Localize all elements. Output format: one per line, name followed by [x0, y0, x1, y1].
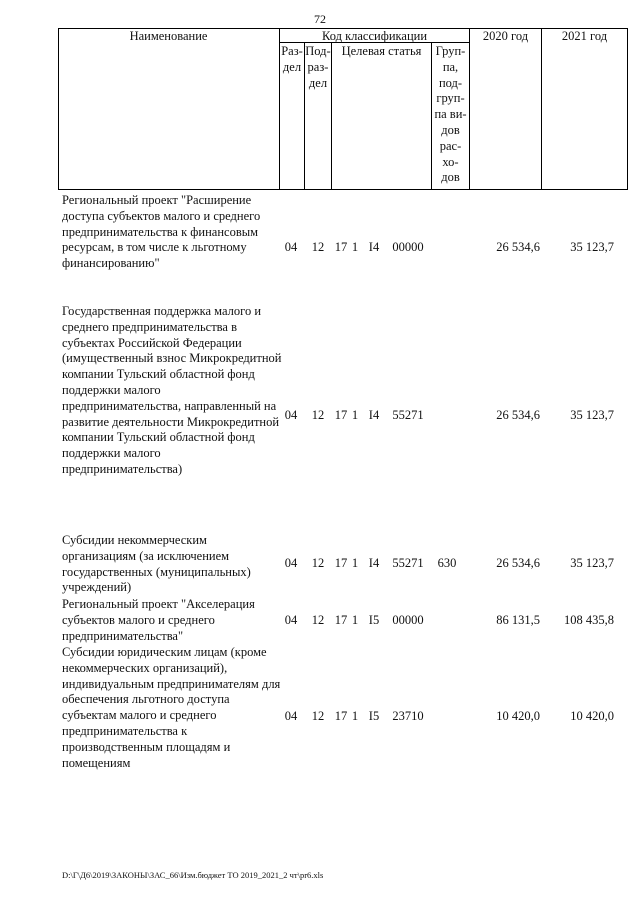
row-target-program: 17 — [334, 408, 348, 422]
row-target-program: 17 — [334, 556, 348, 570]
row-podrazdel: 12 — [311, 556, 325, 570]
row-group: 630 — [437, 556, 457, 570]
file-path-footer: D:\Г\Д6\2019\ЗАКОНЫ\ЗАС_66\Изм.бюджет ТО 2019_2021_2 чт\pr6.xls — [62, 870, 324, 880]
header-2021: 2021 год — [561, 29, 608, 43]
row-name: Субсидии юридическим лицам (кроме некоммерческих организаций), индивидуальным предпринимателям для обеспечения льготного доступа субъектам малого и среднего предпринимательства к производственным площадям и помещениям — [62, 645, 281, 770]
header-podrazdel-line: дел — [308, 75, 328, 90]
header-group — [432, 44, 469, 186]
header-bottom-border — [58, 189, 628, 190]
header-group-line: Груп- — [435, 44, 466, 58]
row-2020: 26 534,6 — [496, 240, 540, 254]
row-target-project: I5 — [368, 709, 380, 723]
row-podrazdel: 12 — [311, 408, 325, 422]
row-target-project: I4 — [368, 556, 380, 570]
row-2020: 26 534,6 — [496, 556, 540, 570]
header-razdel-line: дел — [282, 59, 302, 74]
row-target-direction: 23710 — [392, 709, 424, 723]
row-target-project: I4 — [368, 240, 380, 254]
header-podrazdel-line: Под- — [305, 44, 331, 58]
row-2021: 108 435,8 — [564, 613, 614, 627]
row-podrazdel: 12 — [311, 240, 325, 254]
row-2021: 35 123,7 — [570, 408, 614, 422]
row-name: Субсидии некоммерческим организациям (за исключением государственных (муниципальных) учреждений) — [62, 533, 251, 595]
row-podrazdel: 12 — [311, 709, 325, 723]
row-target-program: 17 — [334, 613, 348, 627]
row-target-subprogram: 1 — [351, 556, 359, 570]
row-razdel: 04 — [284, 613, 298, 627]
row-razdel: 04 — [284, 556, 298, 570]
header-group-line: дов — [441, 122, 460, 137]
table-header — [58, 28, 628, 190]
page-number: 72 — [314, 12, 326, 26]
row-target-program: 17 — [334, 709, 348, 723]
header-group-line: рас- — [439, 138, 462, 153]
header-group-line: па ви- — [434, 107, 467, 122]
row-razdel: 04 — [284, 709, 298, 723]
row-target-direction: 55271 — [392, 556, 424, 570]
row-name: Региональный проект "Расширение доступа субъектов малого и среднего предпринимательства к финансовым ресурсам, в том числе к льготному финансированию" — [62, 193, 261, 271]
header-razdel-line: Раз- — [281, 44, 303, 58]
row-target-direction: 00000 — [392, 240, 424, 254]
row-2021: 35 123,7 — [570, 556, 614, 570]
row-2021: 35 123,7 — [570, 240, 614, 254]
header-razdel — [280, 44, 304, 76]
header-group-line: па, — [442, 59, 459, 74]
row-target-project: I5 — [368, 613, 380, 627]
row-target-subprogram: 1 — [351, 240, 359, 254]
row-target-subprogram: 1 — [351, 709, 359, 723]
border-podrazdel — [331, 42, 332, 190]
header-name: Наименование — [129, 29, 208, 43]
row-target-direction: 55271 — [392, 408, 424, 422]
row-name: Государственная поддержка малого и среднего предпринимательства в субъектах Российской Федерации (имущественный взнос Микрокредитной компании Тульский областной фонд поддержки малого предпринимательства, направленный на развитие деятельности Микрокредитной компании Тульский областной фонд поддержки малого предпринимательства) — [62, 304, 282, 476]
header-group-line: груп- — [436, 91, 465, 106]
border-group — [469, 28, 470, 190]
header-2020: 2020 год — [482, 29, 529, 43]
header-podrazdel — [305, 44, 331, 91]
row-2021: 10 420,0 — [570, 709, 614, 723]
row-target-direction: 00000 — [392, 613, 424, 627]
border-left — [58, 28, 59, 190]
row-target-project: I4 — [368, 408, 380, 422]
header-group-line: хо- — [442, 154, 459, 169]
header-group-line: под- — [438, 75, 463, 90]
row-name: Региональный проект "Акселерация субъектов малого и среднего предпринимательства" — [62, 597, 255, 643]
row-2020: 10 420,0 — [496, 709, 540, 723]
row-podrazdel: 12 — [311, 613, 325, 627]
row-razdel: 04 — [284, 240, 298, 254]
border-right — [627, 28, 628, 190]
row-target-program: 17 — [334, 240, 348, 254]
header-group-line: дов — [441, 170, 460, 185]
row-2020: 86 131,5 — [496, 613, 540, 627]
row-razdel: 04 — [284, 408, 298, 422]
header-podrazdel-line: раз- — [307, 59, 329, 74]
row-target-subprogram: 1 — [351, 408, 359, 422]
row-2020: 26 534,6 — [496, 408, 540, 422]
border-2020 — [541, 28, 542, 190]
row-target-subprogram: 1 — [351, 613, 359, 627]
header-code: Код классификации — [321, 29, 428, 43]
header-target: Целевая статья — [341, 44, 422, 58]
